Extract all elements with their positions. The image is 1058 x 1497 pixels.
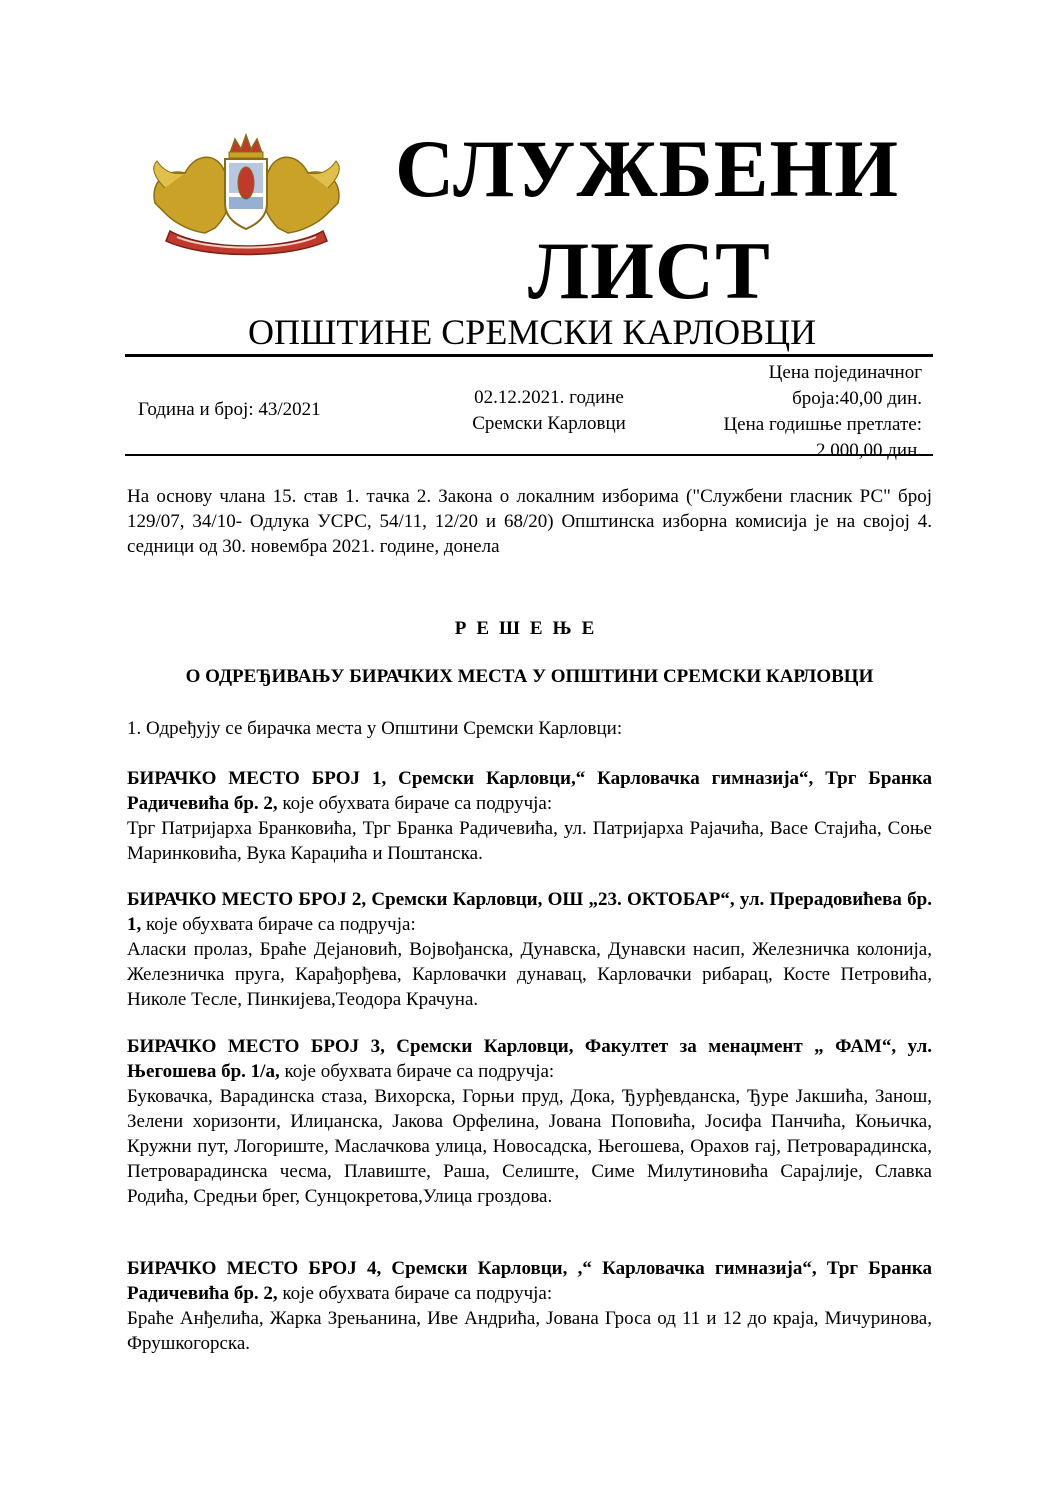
price-annual-line2: 2.000,00 дин. [815, 440, 922, 461]
polling-place-covers: које обухвата бираче са подручја: [279, 1061, 555, 1082]
polling-place-4 [127, 1256, 932, 1356]
intro-paragraph: На основу члана 15. став 1. тачка 2. Закона о локалним изборима ("Службени гласник РС" број 129/07, 34/10- Одлука УСРС, 54/11, 12/20 и 68/20) Општинска изборна комисија је на својој 4. седници од 30. новембра 2021. године, донела [127, 486, 932, 557]
masthead-top-rule [125, 354, 933, 357]
polling-place-heading: БИРАЧКО МЕСТО БРОЈ 2, Сремски Карловци, ОШ „23. ОКТОБАР“, ул. Прерадовићева бр. 1, [127, 889, 932, 935]
price-block [690, 360, 922, 464]
masthead-title-line2: ЛИСТ [528, 225, 771, 316]
polling-place-heading: БИРАЧКО МЕСТО БРОЈ 4, Сремски Карловци, ,“ Карловачка гимназија“, Трг Бранка Радичевића бр. 2, [127, 1258, 932, 1304]
issue-place: Сремски Карловци [472, 413, 626, 434]
masthead-title-line1: СЛУЖБЕНИ [395, 123, 900, 214]
polling-place-streets: Браће Анђелића, Жарка Зрењанина, Иве Андрића, Јована Гроса од 11 и 12 до краја, Мичуринова, Фрушкогорска. [127, 1308, 932, 1354]
polling-place-3 [127, 1034, 932, 1209]
masthead-subtitle: ОПШТИНЕ СРЕМСКИ КАРЛОВЦИ [248, 312, 817, 352]
decision-subtitle: О ОДРЕЂИВАЊУ БИРАЧКИХ МЕСТА У ОПШТИНИ СРЕМСКИ КАРЛОВЦИ [185, 666, 874, 687]
price-annual-line1: Цена годишње претлате: [723, 414, 922, 435]
polling-place-streets: Аласки пролаз, Браће Дејановић, Војвођанска, Дунавска, Дунавски насип, Железничка колонија, Железничка пруга, Карађорђева, Карловачки дунавац, Карловачки рибарац, Косте Петровића, Николе Тесле, Пинкијева,Теодора Крачуна. [127, 939, 932, 1010]
polling-place-covers: које обухвата бираче са подручја: [277, 793, 553, 814]
masthead-bottom-rule [125, 454, 933, 456]
price-single-line1: Цена појединачног [768, 362, 922, 383]
issue-date: 02.12.2021. године [474, 387, 624, 408]
issue-number: Година и број: 43/2021 [138, 399, 321, 420]
polling-place-heading: БИРАЧКО МЕСТО БРОЈ 3, Сремски Карловци, Факултет за менаџмент „ ФАМ“, ул. Његошева бр. 1/а, [127, 1036, 932, 1082]
polling-place-heading: БИРАЧКО МЕСТО БРОЈ 1, Сремски Карловци,“ Карловачка гимназија“, Трг Бранка Радичевића бр. 2, [127, 768, 932, 814]
polling-place-streets: Буковачка, Варадинска стаза, Вихорска, Горњи пруд, Дока, Ђурђевданска, Ђуре Јакшића, Занош, Зелени хоризонти, Илиџанска, Јакова Орфелина, Јована Поповића, Јосифа Панчића, Коњичка, Кружни пут, Логориште, Маслачкова улица, Новосадска, Његошева, Орахов гај, Петроварадинска, Петроварадинска чесма, Плавиште, Раша, Селиште, Симе Милутиновића Сарајлије, Славка Родића, Средњи брег, Сунцокретова,Улица гроздова. [127, 1086, 932, 1207]
decision-title: РЕШЕЊЕ [454, 618, 605, 639]
item-1-text: 1. Одређују се бирачка места у Општини Сремски Карловци: [127, 718, 623, 739]
polling-place-covers: које обухвата бираче са подручја: [141, 914, 416, 935]
issue-date-place [440, 385, 658, 437]
polling-place-covers: које обухвата бираче са подручја: [277, 1283, 553, 1304]
price-single-line2: броја:40,00 дин. [792, 388, 922, 409]
polling-place-streets: Трг Патријарха Бранковића, Трг Бранка Радичевића, ул. Патријарха Рајачића, Васе Стајића, Соње Маринковића, Вука Караџића и Поштанска. [127, 818, 932, 864]
polling-place-1 [127, 766, 932, 866]
coat-of-arms-logo [145, 133, 348, 258]
polling-place-2 [127, 887, 932, 1012]
